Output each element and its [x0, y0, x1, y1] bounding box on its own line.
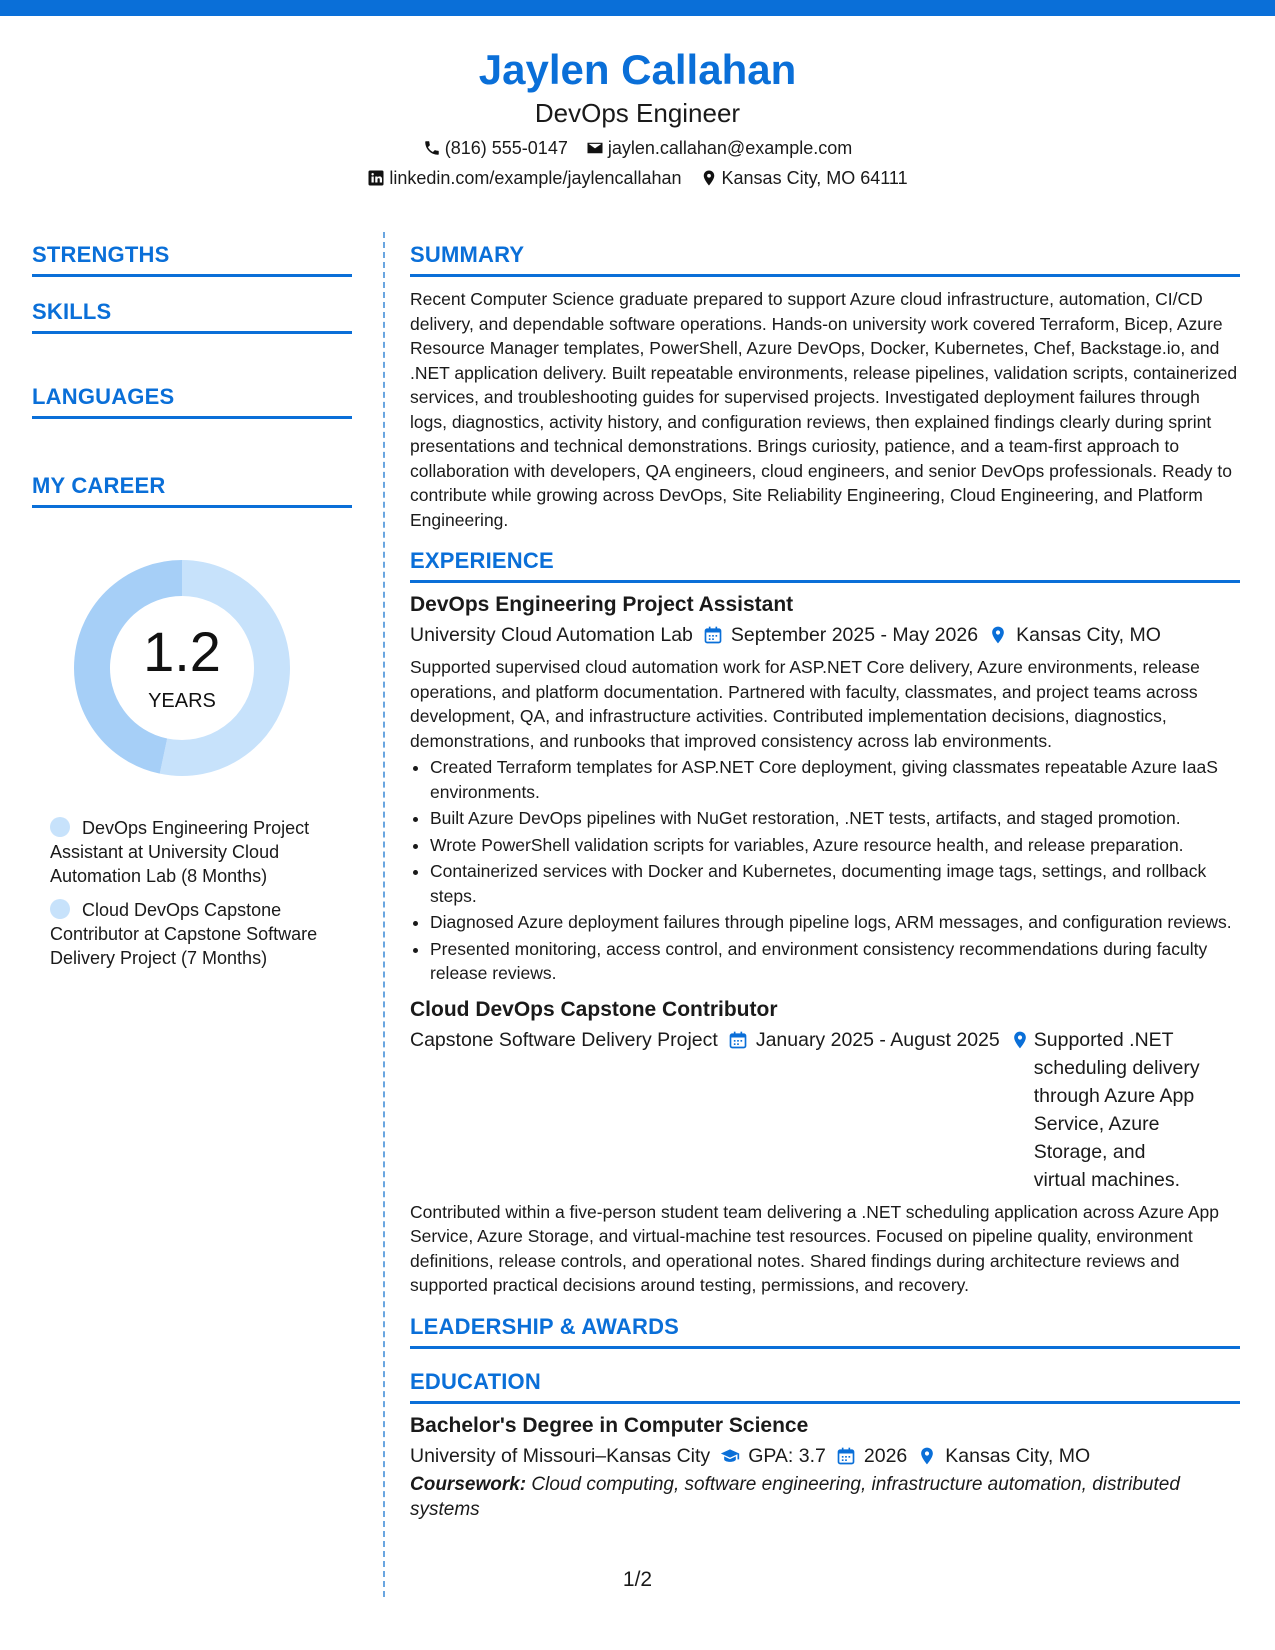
- job-description: Contributed within a five-person student team delivering a .NET scheduling application across Azure App Service, Azure Storage, and virtual-machine test resources. Focused on pipeline quality, environment definitions, release controls, and operational notes. Shared findings during architecture reviews and supported practical decisions around testing, permissions, and recovery.: [410, 1201, 1220, 1295]
- coursework-text: Cloud computing, software engineering, infrastructure automation, distributed systems: [410, 1473, 1180, 1520]
- education-entry: [410, 1412, 1240, 1522]
- education-heading: EDUCATION: [410, 1367, 1240, 1404]
- education-location: Kansas City, MO: [917, 1442, 1090, 1470]
- job-bullet: • Created Terraform templates for ASP.NET Core deployment, giving classmates repeatable Azure IaaS environments.: [430, 755, 1240, 804]
- job-dates: January 2025 - August 2025: [728, 1026, 1000, 1054]
- school-name: University of Missouri–Kansas City: [410, 1444, 711, 1467]
- job-bullet: • Diagnosed Azure deployment failures through pipeline logs, ARM messages, and configuration reviews.: [430, 910, 1240, 935]
- career-donut-chart: [66, 552, 298, 784]
- calendar-icon: [728, 1030, 748, 1050]
- degree-title: Bachelor's Degree in Computer Science: [410, 1413, 809, 1437]
- right-column: [410, 240, 1240, 1522]
- summary-text: Recent Computer Science graduate prepared to support Azure cloud infrastructure, automation, CI/CD delivery, and dependable software operations. Hands-on university work covered Terraform, Bicep, Azure Resource Manager templates, PowerShell, Azure DevOps, Docker, Kubernetes, Chef, Backstage.io, and .NET application delivery. Built repeatable environments, release pipelines, validation scripts, containerized services, and troubleshooting guides for supervised projects. Investigated deployment failures through logs, diagnostics, activity history, and configuration reviews, then explained findings clearly during sprint presentations and technical demonstrations. Brings curiosity, patience, and a team-first approach to collaboration with developers, QA engineers, cloud engineers, and senior DevOps professionals. Ready to contribute while growing across DevOps, Site Reliability Engineering, Cloud Engineering, and Platform Engineering.: [410, 289, 1238, 530]
- email-text: jaylen.callahan@example.com: [607, 138, 853, 158]
- career-list: [50, 816, 330, 980]
- job-title: Cloud DevOps Capstone Contributor: [410, 997, 778, 1021]
- career-dot-icon: [50, 817, 70, 837]
- career-heading: MY CAREER: [32, 471, 352, 508]
- career-item: [50, 898, 330, 970]
- job-bullet: • Presented monitoring, access control, and environment consistency recommendations during faculty release reviews.: [430, 937, 1240, 986]
- summary-heading: SUMMARY: [410, 240, 1240, 277]
- education-meta: [410, 1442, 1240, 1470]
- candidate-title: DevOps Engineer: [534, 98, 741, 128]
- job-location: Kansas City, MO: [988, 621, 1161, 649]
- linkedin-icon: [367, 169, 385, 187]
- job-bullet: • Wrote PowerShell validation scripts for variables, Azure resource health, and release preparation.: [430, 833, 1240, 858]
- location-text: Kansas City, MO 64111: [721, 168, 908, 188]
- map-pin-icon: [988, 625, 1008, 645]
- job-entry: [410, 996, 1240, 1298]
- linkedin-text: linkedin.com/example/jaylencallahan: [389, 168, 682, 188]
- job-title: DevOps Engineering Project Assistant: [410, 593, 794, 616]
- map-pin-icon: [917, 1446, 937, 1466]
- email-contact[interactable]: [586, 136, 852, 160]
- career-item-text: Cloud DevOps Capstone Contributor at Capstone Software Delivery Project (7 Months): [50, 900, 318, 968]
- page-number: 1/2: [622, 1568, 653, 1591]
- phone-text: (816) 555-0147: [444, 138, 568, 158]
- job-location: Supported .NET scheduling delivery through Azure App Service, Azure Storage, and virtual machines.: [1010, 1026, 1200, 1194]
- map-pin-icon: [700, 169, 718, 187]
- map-pin-icon: [1010, 1030, 1030, 1050]
- coursework-label: Coursework:: [410, 1473, 527, 1495]
- career-years-unit: YEARS: [148, 690, 216, 712]
- leadership-heading: LEADERSHIP & AWARDS: [410, 1312, 1240, 1349]
- job-bullet: • Built Azure DevOps pipelines with NuGet restoration, .NET tests, artifacts, and staged promotion.: [430, 806, 1240, 831]
- career-years-value: 1.2: [143, 620, 221, 683]
- column-divider: [383, 232, 385, 1597]
- contact-row-2: [0, 166, 1275, 190]
- graduation-year: 2026: [836, 1442, 907, 1470]
- skills-heading: SKILLS: [32, 297, 352, 334]
- strengths-heading: STRENGTHS: [32, 240, 352, 277]
- location-contact: [700, 166, 908, 190]
- career-item-text: DevOps Engineering Project Assistant at University Cloud Automation Lab (8 Months): [50, 818, 310, 886]
- job-meta: [410, 1026, 1240, 1194]
- job-bullets: [410, 755, 1240, 986]
- candidate-name: Jaylen Callahan: [478, 46, 797, 93]
- languages-heading: LANGUAGES: [32, 382, 352, 419]
- resume-header: [0, 40, 1275, 190]
- calendar-icon: [836, 1446, 856, 1466]
- phone-icon: [423, 139, 441, 157]
- gpa: GPA: 3.7: [720, 1442, 826, 1470]
- job-entry: [410, 591, 1240, 986]
- career-dot-icon: [50, 899, 70, 919]
- envelope-icon: [586, 139, 604, 157]
- job-org: University Cloud Automation Lab: [410, 624, 693, 646]
- experience-heading: EXPERIENCE: [410, 546, 1240, 583]
- coursework-line: [410, 1472, 1240, 1522]
- top-accent-bar: [0, 0, 1275, 16]
- phone-contact[interactable]: [423, 136, 568, 160]
- linkedin-contact[interactable]: [367, 166, 681, 190]
- career-item: [50, 816, 330, 888]
- left-column: [32, 240, 352, 508]
- job-org: Capstone Software Delivery Project: [410, 1028, 718, 1051]
- job-dates: September 2025 - May 2026: [703, 621, 978, 649]
- job-bullet: • Containerized services with Docker and Kubernetes, documenting image tags, settings, and rollback steps.: [430, 859, 1240, 908]
- job-description: Supported supervised cloud automation work for ASP.NET Core delivery, Azure environments, release operations, and platform documentation. Partnered with faculty, classmates, and project teams across development, QA, and infrastructure activities. Contributed implementation decisions, diagnostics, demonstrations, and runbooks that improved consistency across lab environments.: [410, 657, 1200, 751]
- graduation-cap-icon: [720, 1446, 740, 1466]
- job-meta: [410, 621, 1240, 649]
- contact-row-1: [0, 136, 1275, 160]
- calendar-icon: [703, 625, 723, 645]
